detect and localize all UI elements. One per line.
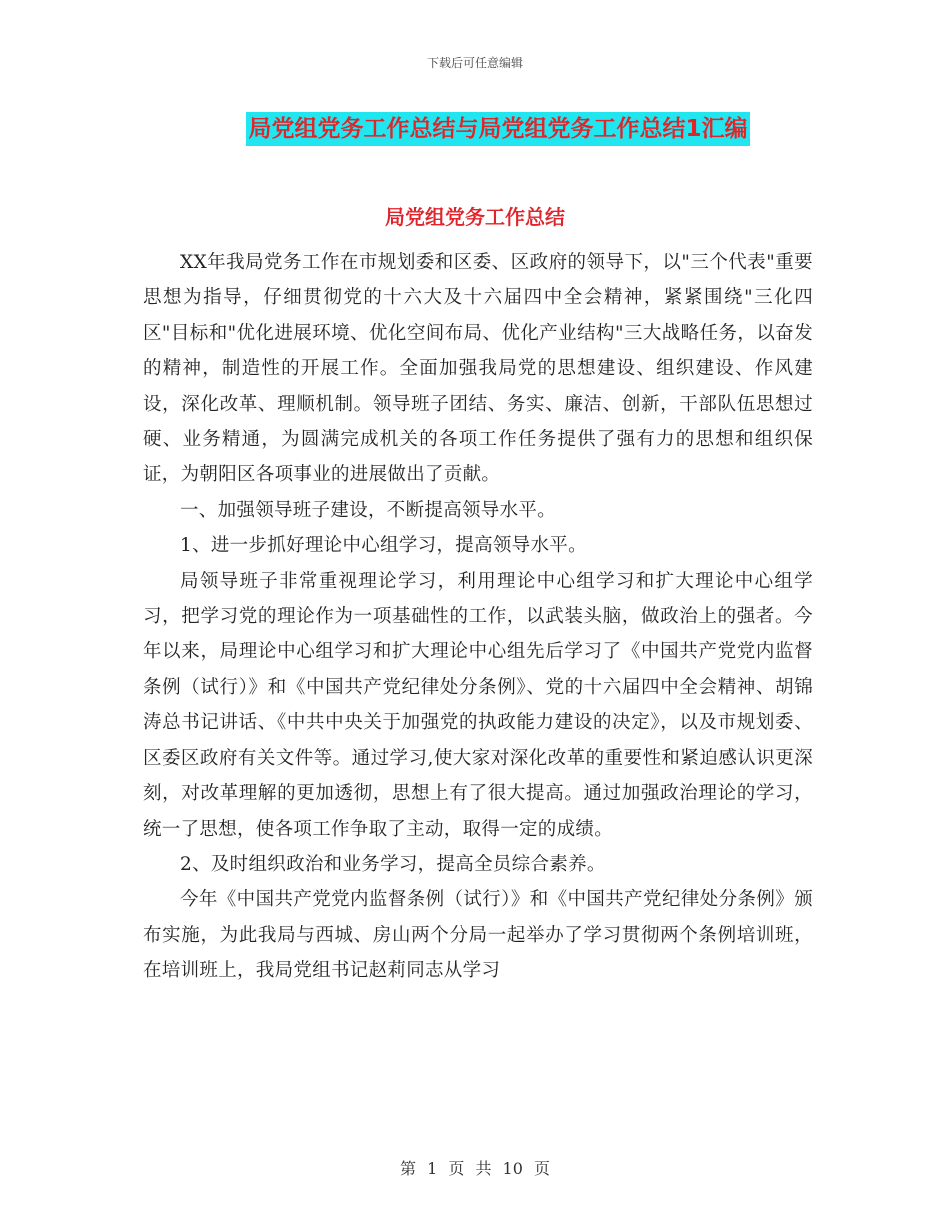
body-paragraph: 今年《中国共产党党内监督条例（试行）》和《中国共产党纪律处分条例》颁布实施，为此我局与西城、房山两个分局一起举办了学习贯彻两个条例培训班，在培训班上，我局党组书记赵莉同志从学习 <box>143 889 813 982</box>
body-paragraph: 局领导班子非常重视理论学习，利用理论中心组学习和扩大理论中心组学习，把学习党的理论作为一项基础性的工作，以武装头脑，做政治上的强者。今年以来，局理论中心组学习和扩大理论中心组先后学习了《中国共产党党内监督条例（试行）》和《中国共产党纪律处分条例》、党的十六届四中全会精神、胡锦涛总书记讲话、《中共中央关于加强党的执政能力建设的决定》，以及市规划委、区委区政府有关文件等。通过学习,使大家对深化改革的重要性和紧迫感认识更深刻，对改革理解的更加透彻，思想上有了很大提高。通过加强政治理论的学习，统一了思想，使各项工作争取了主动，取得一定的成绩。 <box>143 570 813 840</box>
body-paragraph: 1、进一步抓好理论中心组学习，提高领导水平。 <box>180 535 587 557</box>
body-paragraph: 2、及时组织政治和业务学习，提高全员综合素养。 <box>180 853 606 875</box>
section-title: 局党组党务工作总结 <box>385 205 565 229</box>
document-title-container <box>0 112 950 146</box>
document-body <box>143 245 813 989</box>
body-paragraph: XX年我局党务工作在市规划委和区委、区政府的领导下，以"三个代表"重要思想为指导，仔细贯彻党的十六大及十六届四中全会精神，紧紧围绕"三化四区"目标和"优化进展环境、优化空间布局、优化产业结构"三大战略任务，以奋发的精神，制造性的开展工作。全面加强我局党的思想建设、组织建设、作风建设，深化改革、理顺机制。领导班子团结、务实、廉洁、创新，干部队伍思想过硬、业务精通，为圆满完成机关的各项工作任务提供了强有力的思想和组织保证，为朝阳区各项事业的进展做出了贡献。 <box>143 252 813 486</box>
page-footer: 第 1 页 共 10 页 <box>400 1159 550 1178</box>
document-title: 局党组党务工作总结与局党组党务工作总结1汇编 <box>246 112 749 146</box>
header-note: 下载后可任意编辑 <box>426 56 523 70</box>
body-paragraph: 一、加强领导班子建设，不断提高领导水平。 <box>180 499 557 521</box>
